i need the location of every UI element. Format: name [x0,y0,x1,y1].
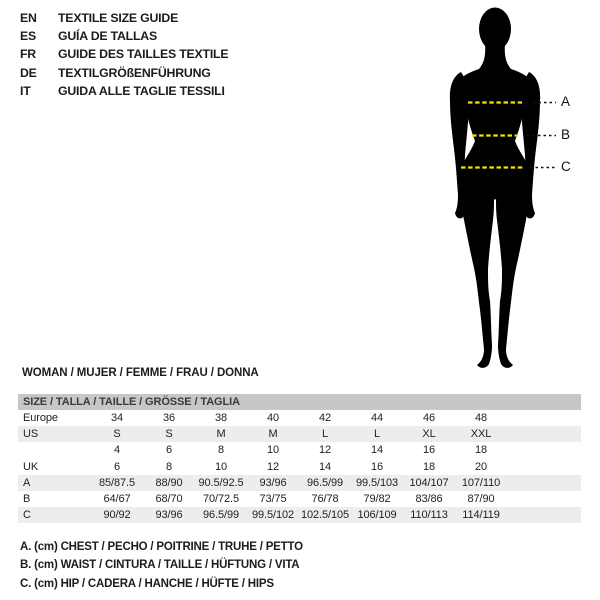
woman-silhouette-icon [437,5,572,369]
size-value: 6 [113,460,121,473]
section-title: WOMAN / MUJER / FEMME / FRAU / DONNA [22,367,259,379]
table-row [18,442,581,458]
size-value: 85/87.5 [98,476,135,489]
size-value: 96.5/99 [306,476,343,489]
size-value: 48 [474,412,488,424]
marker-label-hip: C [561,159,571,174]
size-value: 90/92 [103,509,131,522]
language-row [20,64,228,82]
size-value: 76/78 [311,492,339,505]
size-value: L [321,428,329,441]
table-row [18,426,581,442]
size-value: 93/96 [259,476,287,489]
row-filler [507,507,581,523]
language-row [20,27,228,45]
size-value: 106/109 [357,509,397,522]
size-value: S [113,428,121,441]
size-value: 38 [214,412,228,424]
row-filler [507,410,581,426]
size-value: 68/70 [155,492,183,505]
size-table-header: SIZE / TALLA / TAILLE / GRÖSSE / TAGLIA [18,394,581,410]
size-value: 10 [214,460,228,473]
table-row [18,475,581,491]
size-value: S [165,428,173,441]
language-title-list [20,9,228,100]
size-value: 70/72.5 [202,492,239,505]
row-label [18,442,91,458]
legend-item: B. (cm) WAIST / CINTURA / TAILLE / HÜFTUNG / VITA [20,559,300,572]
size-value: 99.5/103 [355,476,399,489]
language-code: DE [20,65,37,80]
size-value: 18 [474,444,488,457]
size-value: 16 [370,460,384,473]
size-table-body [18,410,581,523]
table-row [18,459,581,475]
size-value: 79/82 [363,492,391,505]
size-value: 12 [318,444,332,457]
size-value: 34 [110,412,124,424]
language-title: GUÍA DE TALLAS [58,29,157,44]
legend-item: C. (cm) HIP / CADERA / HANCHE / HÜFTE / HIPS [20,577,274,590]
language-code: FR [20,47,36,62]
size-value: XXL [470,428,492,441]
table-row [18,491,581,507]
row-label: A [23,476,31,489]
size-value: L [373,428,381,441]
measurement-legend [20,538,303,593]
size-value: 8 [165,460,173,473]
size-value: 6 [165,444,173,457]
size-value: 73/75 [259,492,287,505]
language-title: GUIDE DES TAILLES TEXTILE [58,47,229,62]
row-filler [507,491,581,507]
size-value: 110/113 [410,509,448,522]
row-label: UK [23,460,39,473]
size-value: 102.5/105 [300,509,350,522]
row-filler [507,442,581,458]
language-row [20,82,228,100]
row-label: C [23,509,31,522]
size-value: 93/96 [155,509,183,522]
size-value: 46 [422,412,436,424]
marker-label-waist: B [561,127,571,142]
language-row [20,45,228,63]
size-value: XL [422,428,436,441]
row-label: Europe [23,412,58,424]
size-value: 90.5/92.5 [198,476,244,489]
size-value: 114/119 [462,509,500,522]
size-value: 14 [370,444,384,457]
row-filler [507,459,581,475]
row-filler [507,475,581,491]
row-filler [507,426,581,442]
size-value: 44 [370,412,384,424]
size-value: 4 [113,444,121,457]
table-row [18,507,581,523]
size-value: 16 [422,444,436,457]
size-value: 99.5/102 [251,509,295,522]
size-value: 107/110 [461,476,501,489]
size-value: 18 [422,460,436,473]
size-value: 87/90 [467,492,495,505]
size-value: 104/107 [409,476,449,489]
language-code: IT [20,83,31,98]
language-row [20,9,228,27]
size-value: 36 [162,412,176,424]
size-value: 42 [318,412,332,424]
size-value: 20 [474,460,488,473]
size-value: 83/86 [415,492,443,505]
size-value: M [268,428,278,441]
size-value: 10 [266,444,280,457]
size-value: 8 [217,444,225,457]
language-title: TEXTILE SIZE GUIDE [58,11,179,26]
size-table [18,394,581,523]
size-value: 14 [318,460,332,473]
size-value: 12 [266,460,280,473]
size-value: M [216,428,226,441]
size-value: 40 [266,412,280,424]
size-value: 96.5/99 [202,509,239,522]
legend-item: A. (cm) CHEST / PECHO / POITRINE / TRUHE / PETTO [20,541,303,553]
language-title: TEXTILGRÖßENFÜHRUNG [58,65,211,80]
size-value: 64/67 [103,492,131,505]
language-code: ES [20,29,37,44]
size-value: 88/90 [155,476,183,489]
row-label: B [23,492,31,505]
row-label: US [23,428,39,441]
marker-label-chest: A [561,94,571,109]
language-code: EN [20,11,37,26]
language-title: GUIDA ALLE TAGLIE TESSILI [58,83,225,98]
table-row [18,410,581,426]
woman-silhouette-figure [437,5,572,369]
